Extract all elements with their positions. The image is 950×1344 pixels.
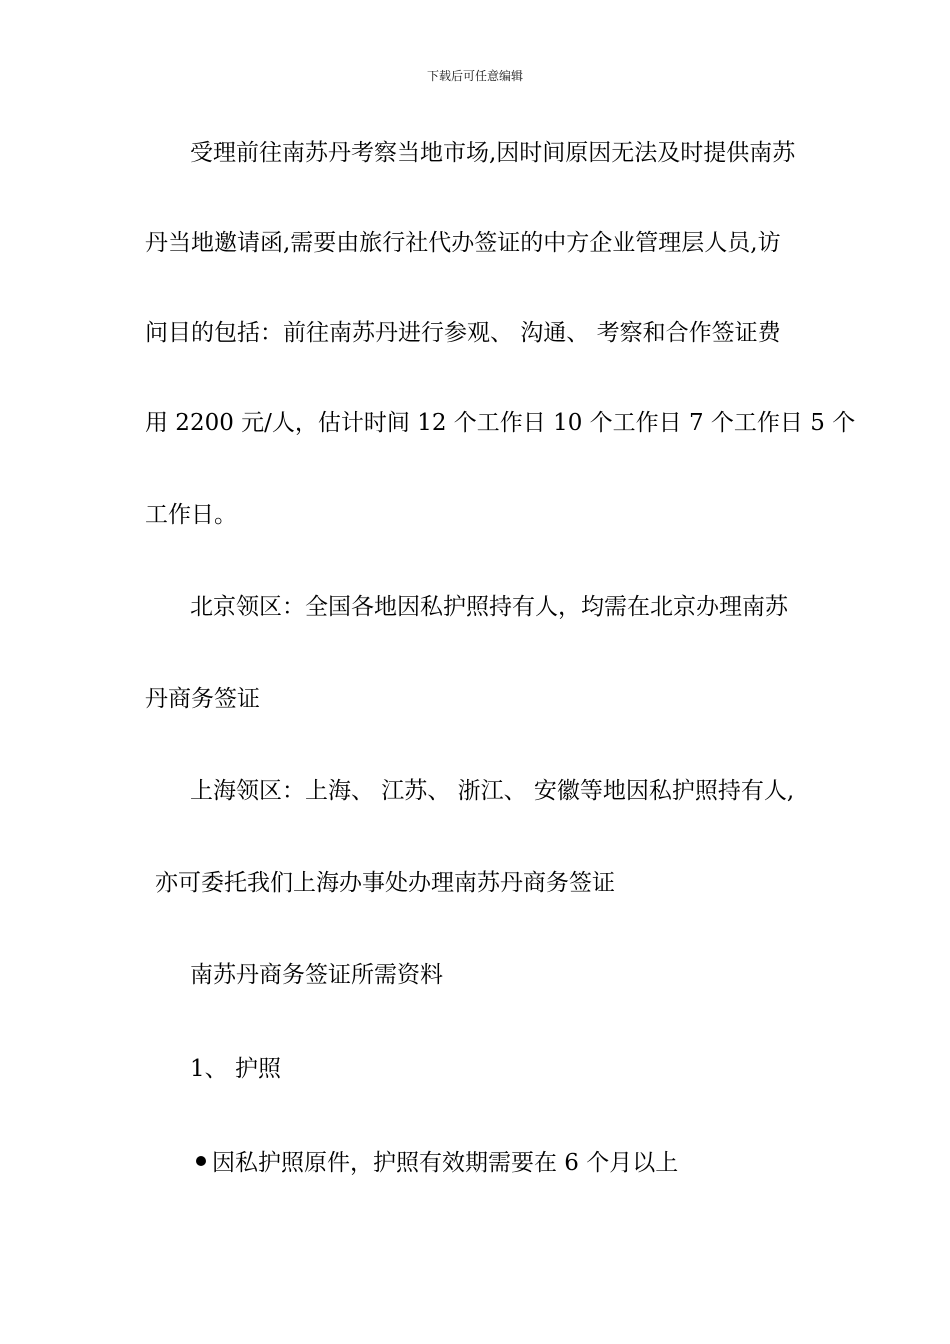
list-item-1: 1、 护照 [190,1056,281,1082]
paragraph-3-line-2: 亦可委托我们上海办事处办理南苏丹商务签证 [155,870,615,896]
section-title: 南苏丹商务签证所需资料 [190,962,443,988]
paragraph-2-line-1: 北京领区：全国各地因私护照持有人，均需在北京办理南苏 [190,594,788,620]
paragraph-1-line-1: 受理前往南苏丹考察当地市场,因时间原因无法及时提供南苏 [190,140,796,166]
page-header-note: 下载后可任意编辑 [426,69,523,83]
paragraph-2-line-2: 丹商务签证 [145,686,260,712]
bullet-item [196,1148,678,1178]
paragraph-1-line-5: 工作日。 [145,502,237,528]
bullet-item-text: 因私护照原件，护照有效期需要在 6 个月以上 [212,1150,679,1176]
paragraph-3-line-1: 上海领区：上海、 江苏、 浙江、 安徽等地因私护照持有人, [190,778,795,804]
paragraph-1-line-4: 用 2200 元/人，估计时间 12 个工作日 10 个工作日 7 个工作日 5 个 [145,410,856,436]
paragraph-1-line-3: 问目的包括：前往南苏丹进行参观、 沟通、 考察和合作签证费 [145,320,781,346]
paragraph-1-line-2: 丹当地邀请函,需要由旅行社代办签证的中方企业管理层人员,访 [145,230,781,256]
bullet-dot-icon [196,1156,206,1166]
